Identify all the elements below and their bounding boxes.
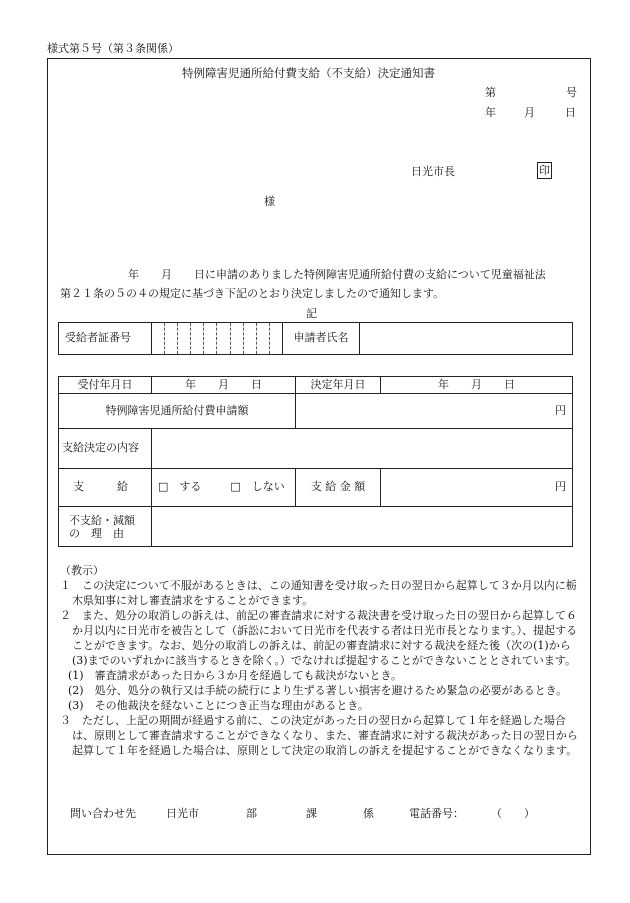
- instruction-3: ３ ただし、上記の期間が経過する前に、この決定があった日の翌日から起算して１年を経過した場合は、原則として審査請求することができなくなり、また、審査請求に対する裁決があった日の翌日から起算して１年を経過した場合は、原則として決定の取消しの訴えを提起することができなくなります。: [60, 714, 578, 757]
- received-date-label: 受付年月日: [59, 377, 152, 394]
- seal-stamp: 印: [539, 164, 550, 177]
- contact-ka: 課: [306, 807, 317, 820]
- date-year: 年: [485, 106, 496, 119]
- date-day: 日: [565, 106, 576, 119]
- recipient-no-label: 受給者証番号: [59, 323, 152, 355]
- instructions-section: [60, 563, 580, 758]
- date-month: 月: [524, 106, 535, 119]
- contact-kakari: 係: [363, 807, 374, 820]
- decision-date-value[interactable]: 年 月 日: [381, 377, 573, 394]
- instructions-heading: （教示）: [60, 564, 104, 577]
- applicant-name-label: 申請者氏名: [283, 323, 360, 355]
- contact-phone-parens: （ ）: [491, 807, 535, 820]
- reason-label-line-2: の 理 由: [69, 526, 124, 540]
- option-do-checkbox[interactable]: □ する: [158, 480, 202, 494]
- body-text-line-2: 第２１条の５の４の規定に基づき下記のとおり決定しましたので通知します。: [60, 287, 445, 300]
- amount-label: 支 給 金 額: [296, 469, 381, 507]
- contact-label: 問い合わせ先: [70, 807, 136, 820]
- option-dont-checkbox[interactable]: □ しない: [230, 480, 285, 494]
- reason-label: [59, 507, 152, 547]
- addressee-suffix: 様: [264, 195, 275, 208]
- form-label: 様式第５号（第３条関係）: [47, 42, 179, 55]
- decision-date-label: 決定年月日: [296, 377, 381, 394]
- recipient-no-field[interactable]: [152, 323, 283, 355]
- decision-table: [58, 376, 573, 547]
- ki-marker: 記: [306, 307, 317, 320]
- decision-content-label: 支給決定の内容: [59, 429, 152, 469]
- reason-field[interactable]: [152, 507, 573, 547]
- claim-amount-field[interactable]: 円: [296, 394, 573, 429]
- recipient-table: [58, 322, 573, 355]
- received-date-value[interactable]: 年 月 日: [152, 377, 296, 394]
- reason-label-line-1: 不支給・減額: [69, 513, 135, 527]
- decision-content-field[interactable]: [152, 429, 573, 469]
- payment-options: [152, 469, 296, 507]
- claim-amount-label: 特例障害児通所給付費申請額: [59, 394, 296, 429]
- doc-no-suffix: 号: [566, 86, 577, 99]
- body-text-line-1: 年 月 日に申請のありました特例障害児通所給付費の支給について児童福祉法: [128, 268, 546, 281]
- applicant-name-field[interactable]: [360, 323, 573, 355]
- contact-bu: 部: [246, 807, 257, 820]
- issuer-name: 日光市長: [411, 165, 455, 178]
- amount-field[interactable]: 円: [381, 469, 573, 507]
- instruction-2-sub-2: (2) 処分、処分の執行又は手続の続行により生ずる著しい損害を避けるため緊急の必要があるとき。: [68, 684, 568, 697]
- contact-city: 日光市: [166, 807, 199, 820]
- instruction-1: １ この決定について不服があるときは、この通知書を受け取った日の翌日から起算して３か月以内に栃木県知事に対し審査請求をすることができます。: [60, 579, 577, 607]
- contact-phone-label: 電話番号：: [409, 807, 464, 820]
- document-title: 特例障害児通所給付費支給（不支給）決定通知書: [182, 66, 435, 80]
- payment-label: 支 給: [59, 469, 152, 507]
- instruction-2-sub-3: (3) その他裁決を経ないことにつき正当な理由があるとき。: [68, 699, 369, 712]
- instruction-2-sub-1: (1) 審査請求があった日から３か月を経過しても裁決がないとき。: [68, 669, 403, 682]
- doc-no-prefix: 第: [485, 86, 496, 99]
- instruction-2: ２ また、処分の取消しの訴えは、前記の審査請求に対する裁決書を受け取った日の翌日から起算して６か月以内に日光市を被告として（訴訟において日光市を代表する者は日光市長となります。）、提起することができます。なお、処分の取消しの訴えは、前記の審査請求に対する裁決を経た後（次の(1)から(3)までのいずれかに該当するときを除く。）でなければ提起することができないこととされています。: [60, 609, 578, 667]
